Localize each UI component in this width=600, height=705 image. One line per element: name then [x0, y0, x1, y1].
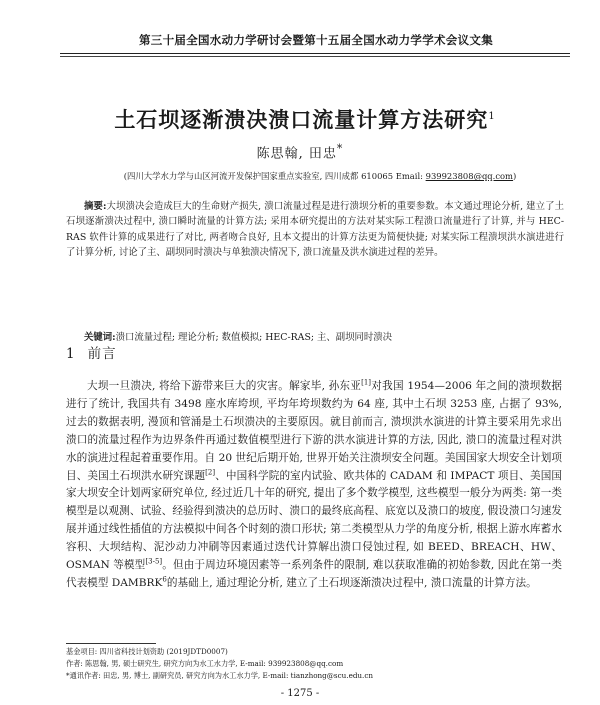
keywords-text: 溃口流量过程; 理论分析; 数值模拟; HEC-RAS; 主、副坝同时溃决 [115, 332, 393, 343]
footnote-funding: 基金项目: 四川省科技计划资助 (2019JDTD0007) [66, 647, 228, 656]
body-text-part-4: 。但由于周边环境因素等一系列条件的限制, 难以获取准确的初始参数, 因此在第一类代表模型 DAMBRK [66, 559, 562, 589]
keywords [66, 330, 564, 345]
affiliation-text: (四川大学水力学与山区河流开发保护国家重点实验室, 四川成都 610065 Email: [123, 171, 426, 181]
affiliation-close: ) [513, 171, 517, 181]
abstract-text: 大坝溃决会造成巨大的生命财产损失, 溃口流量过程是进行溃坝分析的重要参数。本文通过理论分析, 建立了土石坝逐渐溃决过程中, 溃口瞬时流量的计算方法; 采用本研究提出的方法对某实际工程溃口流量进行了计算, 并与 HEC-RAS 软件计算的成果进行了对比, 两者吻合良好, 且本文提出的计算方法更为简便快捷; 对某实际工程溃坝洪水演进进行了计算分析, 讨论了主、副坝同时溃决与单独溃决情况下, 溃口流量及洪水演进过程的差异。 [66, 201, 564, 258]
keywords-label: 关键词: [84, 332, 116, 343]
header-rule-thin [60, 56, 570, 57]
abstract-label: 摘要: [84, 201, 107, 212]
affiliation-email-link[interactable]: 939923808@qq.com [425, 171, 513, 181]
header-rule [60, 53, 570, 54]
body-text-part-2: 对我国 1954—2006 年之间的溃坝数据进行了统计, 我国共有 3498 座水库垮坝, 平均年垮坝数约为 64 座, 其中土石坝 3253 座, 占据了 93%, 过去的数据表明, 漫顶和管涌是土石坝溃决的主要原因。就目前而言, 溃坝洪水演进的计算主要采用先求出溃口的流量过程作为边界条件再通过数值模型进行下游的洪水演进计算的方法, 因此, 溃口的流量过程对洪水的演进过程起着重要作用。自 20 世纪后期开始, 世界开始关注溃坝安全问题。美国国家大坝安全计划项目、美国土石坝洪水研究课题 [66, 380, 563, 482]
body-paragraph [66, 378, 562, 593]
body-text-part-5: 的基础上, 通过理论分析, 建立了土石坝逐渐溃决过程中, 溃口流量的计算方法。 [166, 576, 537, 589]
footnote-author: 作者: 陈思翰, 男, 硕士研究生, 研究方向为水工水力学, E-mail: 939923808@qq.com [66, 659, 344, 668]
running-header: 第三十届全国水动力学研讨会暨第十五届全国水动力学学术会议文集 [139, 33, 493, 47]
paper-title [40, 104, 570, 134]
title-footnote-mark: 1 [488, 111, 496, 122]
footnotes [66, 646, 562, 682]
title-text: 土石坝逐渐溃决溃口流量计算方法研究 [114, 107, 489, 132]
author-names: 陈思翰, 田忠 [256, 146, 337, 162]
affiliation [60, 170, 580, 182]
section-title: 前言 [87, 346, 117, 362]
abstract [66, 199, 564, 260]
citation-6[interactable]: 6 [162, 575, 167, 584]
section-number: 1 [66, 346, 76, 362]
authors [0, 142, 600, 161]
citation-1[interactable]: [1] [361, 378, 372, 387]
citation-2[interactable]: [2] [205, 468, 216, 476]
page-number: - 1275 - [280, 688, 320, 699]
body-text-part-3: 、中国科学院的室内试验、欧共体的 CADAM 和 IMPACT 项目、美国国家大坝安全计划两家研究单位, 经过近几十年的研究, 提出了多个数学模型, 这些模型一般分为两类: 第一类模型是以观测、试验、经验得到溃决的总历时、溃口的最终底高程、底宽以及溃口的坡度, 假设溃口匀速发展并通过线性插值的方法模拟中间各个时刻的溃口形状; 第二类模型从力学的角度分析, 根据上游水库蓄水容积、大坝结构、泥沙动力冲刷等因素通过迭代计算解出溃口侵蚀过程, 如 BEED、BREACH、HW、OSMAN 等模型 [66, 469, 562, 572]
section-heading [66, 342, 117, 362]
footnote-corresponding-author: *通讯作者: 田忠, 男, 博士, 副研究员, 研究方向为水工水力学, E-mail: tianzhong@scu.edu.cn [66, 671, 373, 680]
citation-3-5[interactable]: [3-5] [145, 557, 163, 566]
body-text-part-1: 大坝一旦溃决, 将给下游带来巨大的灾害。解家毕, 孙东亚 [87, 380, 362, 392]
footnote-rule [66, 643, 156, 644]
corresponding-author-mark: * [336, 142, 344, 155]
